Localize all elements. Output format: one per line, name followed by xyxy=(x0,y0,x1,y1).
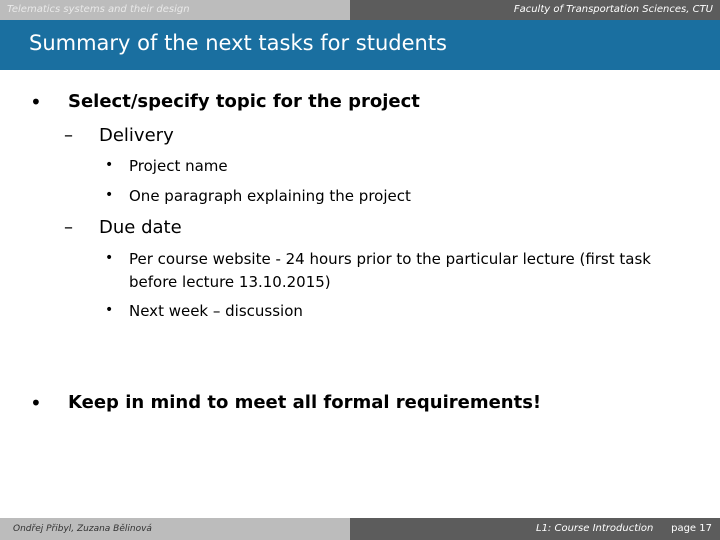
bullet-icon: • xyxy=(105,157,114,173)
subitem-due-date: Due date xyxy=(99,217,182,238)
item-select-topic: Select/specify topic for the project xyxy=(68,91,420,112)
due-date-point: Per course website - 24 hours prior to the particular lecture (first task before lecture 13.10.2015) xyxy=(129,250,651,291)
footer-lecture: L1: Course Introduction xyxy=(536,523,654,534)
faculty-name: Faculty of Transportation Sciences, CTU xyxy=(350,0,720,20)
footer-bar xyxy=(0,518,720,540)
title-bar xyxy=(0,20,720,70)
slide-title: Summary of the next tasks for students xyxy=(29,31,448,55)
dash-icon: – xyxy=(64,125,73,146)
dash-icon: – xyxy=(64,217,73,238)
bullet-icon: • xyxy=(105,302,114,318)
bullet-icon: • xyxy=(30,391,42,415)
page-number: page 17 xyxy=(671,523,712,534)
item-formal-requirements: Keep in mind to meet all formal requirements! xyxy=(68,392,542,413)
bullet-icon: • xyxy=(30,90,42,114)
bullet-icon: • xyxy=(105,250,114,266)
footer-authors: Ondřej Přibyl, Zuzana Bělinová xyxy=(0,518,350,540)
due-date-point: Next week – discussion xyxy=(129,302,303,320)
subitem-delivery: Delivery xyxy=(99,125,174,146)
course-name: Telematics systems and their design xyxy=(0,0,350,20)
delivery-point: Project name xyxy=(129,157,228,175)
delivery-point: One paragraph explaining the project xyxy=(129,187,411,205)
footer-right-panel xyxy=(350,518,720,540)
bullet-icon: • xyxy=(105,187,114,203)
header-bar xyxy=(0,0,720,20)
